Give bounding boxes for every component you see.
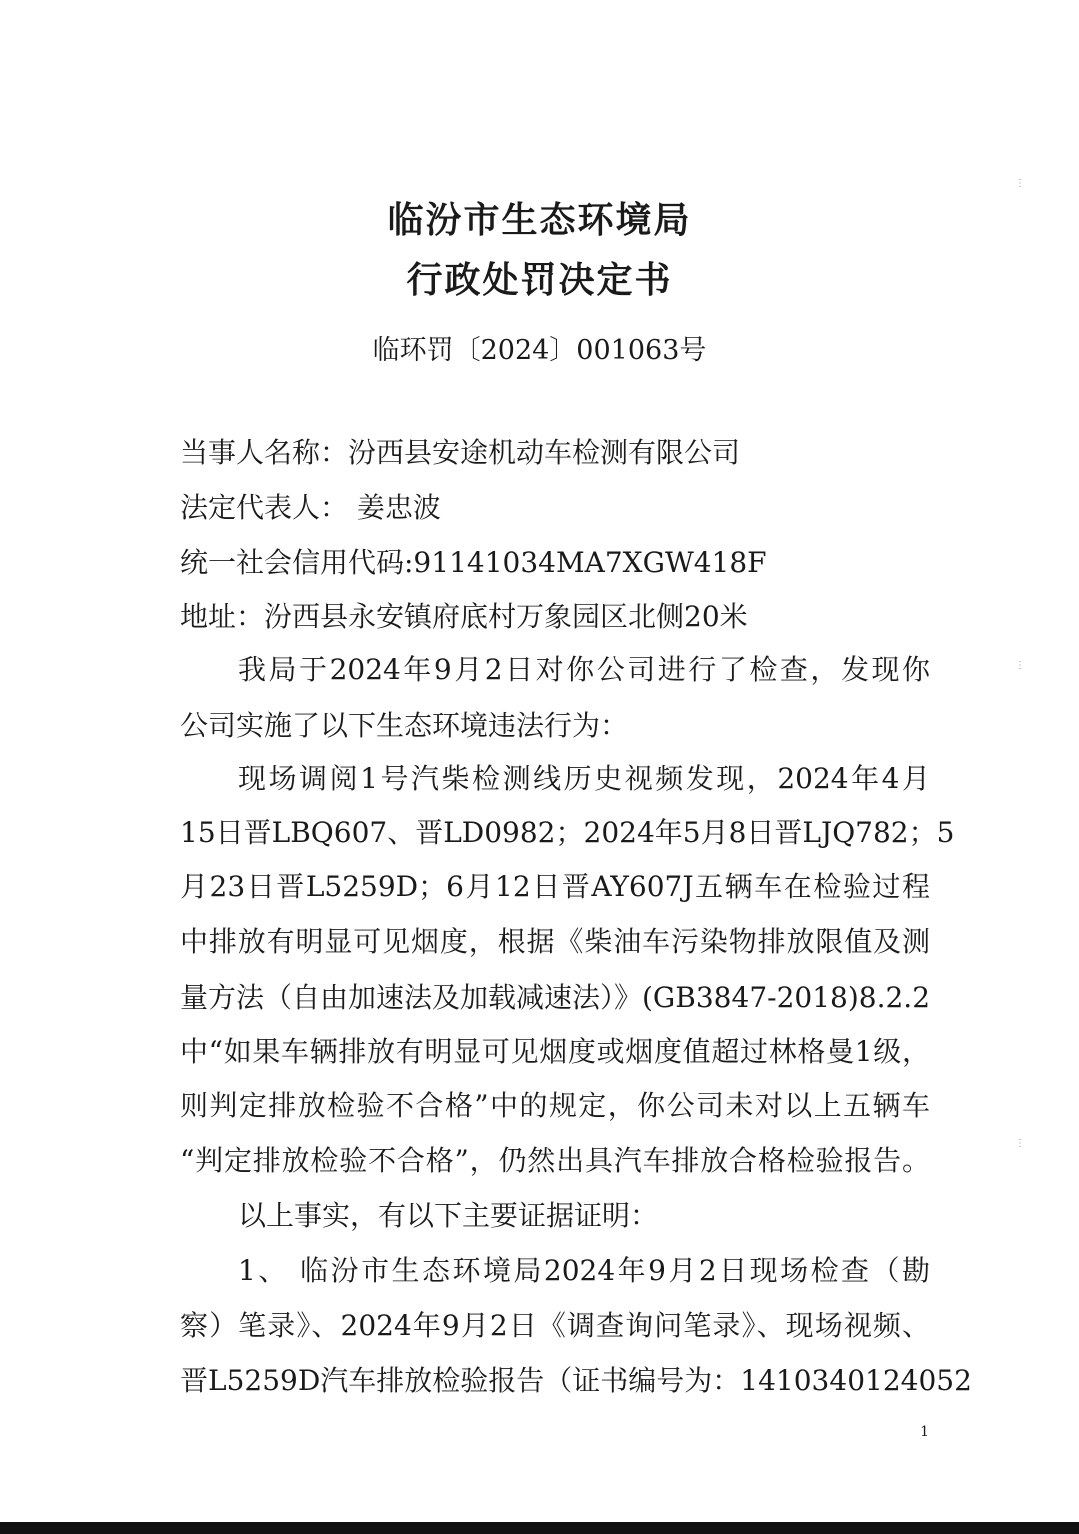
body-line: 我局于2024年9月2日对你公司进行了检查，发现你 [238, 653, 930, 686]
credit-code: 统一社会信用代码:91141034MA7XGW418F [180, 546, 767, 579]
body-line: 以上事实，有以下主要证据证明： [238, 1199, 659, 1232]
party-name: 当事人名称：汾西县安途机动车检测有限公司 [180, 436, 741, 469]
body-line: 现场调阅1号汽柴检测线历史视频发现，2024年4月 [238, 762, 930, 795]
bottom-edge-bar [0, 1522, 1079, 1534]
page-number: 1 [920, 1424, 929, 1440]
body-line: 中排放有明显可见烟度，根据《柴油车污染物排放限值及测 [180, 925, 930, 958]
evidence-item: 察）笔录》、2024年9月2日《调查询问笔录》、现场视频、 [180, 1309, 930, 1342]
body-line: 15日晋LBQ607、晋LD0982；2024年5月8日晋LJQ782；5 [180, 816, 955, 849]
legal-representative: 法定代表人： 姜忠波 [180, 491, 441, 524]
body-line: 公司实施了以下生态环境违法行为： [180, 709, 629, 742]
scan-speck: ⋮ [1015, 178, 1025, 189]
body-line: 则判定排放检验不合格”中的规定，你公司未对以上五辆车 [180, 1089, 930, 1122]
document-number: 临环罚〔2024〕001063号 [372, 335, 707, 366]
scan-speck: ⋮ [1015, 660, 1025, 671]
document-title-type: 行政处罚决定书 [406, 259, 673, 301]
evidence-item: 晋L5259D汽车排放检验报告（证书编号为：1410340124052 [180, 1364, 972, 1397]
body-line: “判定排放检验不合格”，仍然出具汽车排放合格检验报告。 [180, 1144, 930, 1177]
body-line: 量方法（自由加速法及加载减速法）》(GB3847-2018)8.2.2 [180, 981, 931, 1014]
body-line: 中“如果车辆排放有明显可见烟度或烟度值超过林格曼1级， [180, 1035, 930, 1068]
body-line: 月23日晋L5259D；6月12日晋AY607J五辆车在检验过程 [180, 870, 930, 903]
document-title-agency: 临汾市生态环境局 [387, 199, 692, 241]
evidence-item: 1、 临汾市生态环境局2024年9月2日现场检查（勘 [238, 1254, 930, 1287]
scan-speck: ⋮ [1015, 1138, 1025, 1149]
address: 地址：汾西县永安镇府底村万象园区北侧20米 [180, 600, 748, 633]
